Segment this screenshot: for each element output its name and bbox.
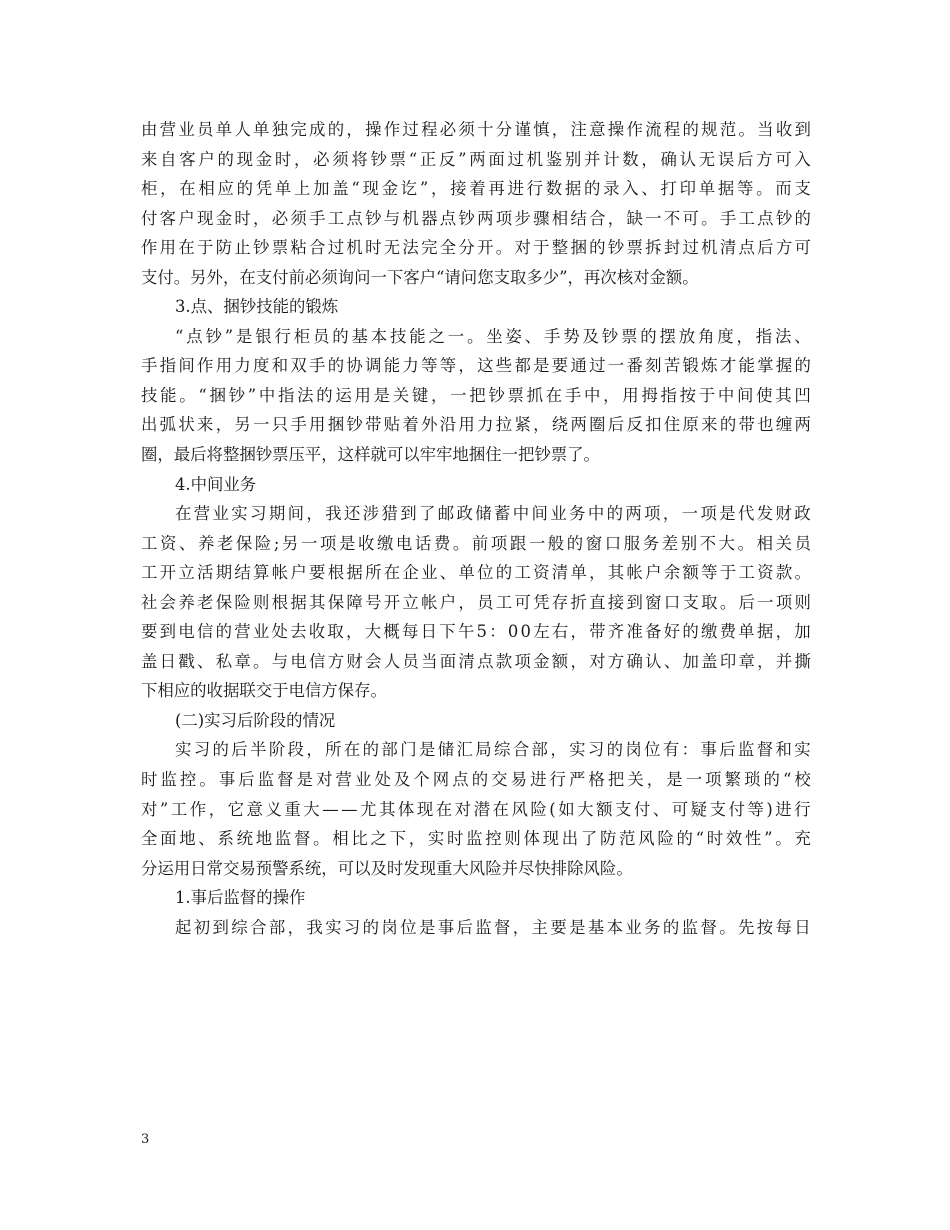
text-line: “ 点 钞 ” 是 银 行 柜 员 的 基 本 技 能 之 一 。 坐 姿 、 手 势 及 钞 票 的 摆 放 角 度 ， 指 法 、 <box>175 326 811 346</box>
text-line: 盖 日 戳 、 私 章 。 与 电 信 方 财 会 人 员 当 面 清 点 款 项 金 额 ， 对 方 确 认 、 加 盖 印 章 ， 并 撕 <box>141 651 811 671</box>
text-line: 柜 ， 在 相 应 的 凭 单 上 加 盖 “ 现 金 讫 ” ， 接 着 再 进 行 数 据 的 录 入 、 打 印 单 据 等 。 而 支 <box>141 179 811 199</box>
text-line: 出 弧 状 来 ， 另 一 只 手 用 捆 钞 带 贴 着 外 沿 用 力 拉 紧 ， 绕 两 圈 后 反 扣 住 原 来 的 带 也 缠 两 <box>141 415 811 435</box>
text-line: 圈，最后将整捆钞票压平，这样就可以牢牢地捆住一把钞票了。 <box>141 445 600 465</box>
text-line: 来 自 客 户 的 现 金 时 ， 必 须 将 钞 票 “ 正 反 ” 两 面 过 机 鉴 别 并 计 数 ， 确 认 无 误 后 方 可 入 <box>141 149 811 169</box>
text-line: 技 能 。 “ 捆 钞 ” 中 指 法 的 运 用 是 关 键 ， 一 把 钞 票 抓 在 手 中 ， 用 拇 指 按 于 中 间 使 其 凹 <box>141 385 811 405</box>
text-line: (二)实习后阶段的情况 <box>175 710 336 730</box>
text-line: 分运用日常交易预警系统，可以及时发现重大风险并尽快排除风险。 <box>141 858 633 878</box>
text-line: 作 用 在 于 防 止 钞 票 粘 合 过 机 时 无 法 完 全 分 开 。 对 于 整 捆 的 钞 票 拆 封 过 机 清 点 后 方 可 <box>141 238 811 258</box>
text-line: 要 到 电 信 的 营 业 处 去 收 取 ， 大 概 每 日 下 午 5 ： 0 0 左 右 ， 带 齐 准 备 好 的 缴 费 单 据 ， 加 <box>141 622 811 642</box>
page-number: 3 <box>141 1132 150 1147</box>
body-text <box>141 115 811 942</box>
text-line: 起 初 到 综 合 部 ， 我 实 习 的 岗 位 是 事 后 监 督 ， 主 要 是 基 本 业 务 的 监 督 。 先 按 每 日 <box>175 917 811 937</box>
text-line: 全 面 地 、 系 统 地 监 督 。 相 比 之 下 ， 实 时 监 控 则 体 现 出 了 防 范 风 险 的 “ 时 效 性 ” 。 充 <box>141 829 811 849</box>
text-line: 工 开 立 活 期 结 算 帐 户 要 根 据 所 在 企 业 、 单 位 的 工 资 清 单 ， 其 帐 户 余 额 等 于 工 资 款 。 <box>141 563 811 583</box>
text-line: 1.事后监督的操作 <box>175 888 306 908</box>
text-line: 社 会 养 老 保 险 则 根 据 其 保 障 号 开 立 帐 户 ， 员 工 可 凭 存 折 直 接 到 窗 口 支 取 。 后 一 项 则 <box>141 592 811 612</box>
text-line: 下相应的收据联交于电信方保存。 <box>141 681 387 701</box>
text-line: 由 营 业 员 单 人 单 独 完 成 的 ， 操 作 过 程 必 须 十 分 谨 慎 ， 注 意 操 作 流 程 的 规 范 。 当 收 到 <box>141 120 811 139</box>
text-line: 付 客 户 现 金 时 ， 必 须 手 工 点 钞 与 机 器 点 钞 两 项 步 骤 相 结 合 ， 缺 一 不 可 。 手 工 点 钞 的 <box>141 208 811 228</box>
text-line: 实 习 的 后 半 阶 段 ， 所 在 的 部 门 是 储 汇 局 综 合 部 ， 实 习 的 岗 位 有 ： 事 后 监 督 和 实 <box>175 740 811 760</box>
text-line: 3.点、捆钞技能的锻炼 <box>175 297 339 317</box>
text-line: 在 营 业 实 习 期 间 ， 我 还 涉 猎 到 了 邮 政 储 蓄 中 间 业 务 中 的 两 项 ， 一 项 是 代 发 财 政 <box>175 504 811 524</box>
text-line: 4.中间业务 <box>175 474 257 494</box>
text-line: 手 指 间 作 用 力 度 和 双 手 的 协 调 能 力 等 等 ， 这 些 都 是 要 通 过 一 番 刻 苦 锻 炼 才 能 掌 握 的 <box>141 356 811 376</box>
text-line: 对 ” 工 作 ， 它 意 义 重 大 — — 尤 其 体 现 在 对 潜 在 风 险 ( 如 大 额 支 付 、 可 疑 支 付 等 ) 进 行 <box>141 799 811 819</box>
text-line: 工 资 、 养 老 保 险 ; 另 一 项 是 收 缴 电 话 费 。 前 项 跟 一 般 的 窗 口 服 务 差 别 不 大 。 相 关 员 <box>141 533 811 553</box>
text-line: 时 监 控 。 事 后 监 督 是 对 营 业 处 及 个 网 点 的 交 易 进 行 严 格 把 关 ， 是 一 项 繁 琐 的 “ 校 <box>141 770 811 790</box>
text-line: 支付。另外，在支付前必须询问一下客户“请问您支取多少”，再次核对金额。 <box>141 267 699 287</box>
